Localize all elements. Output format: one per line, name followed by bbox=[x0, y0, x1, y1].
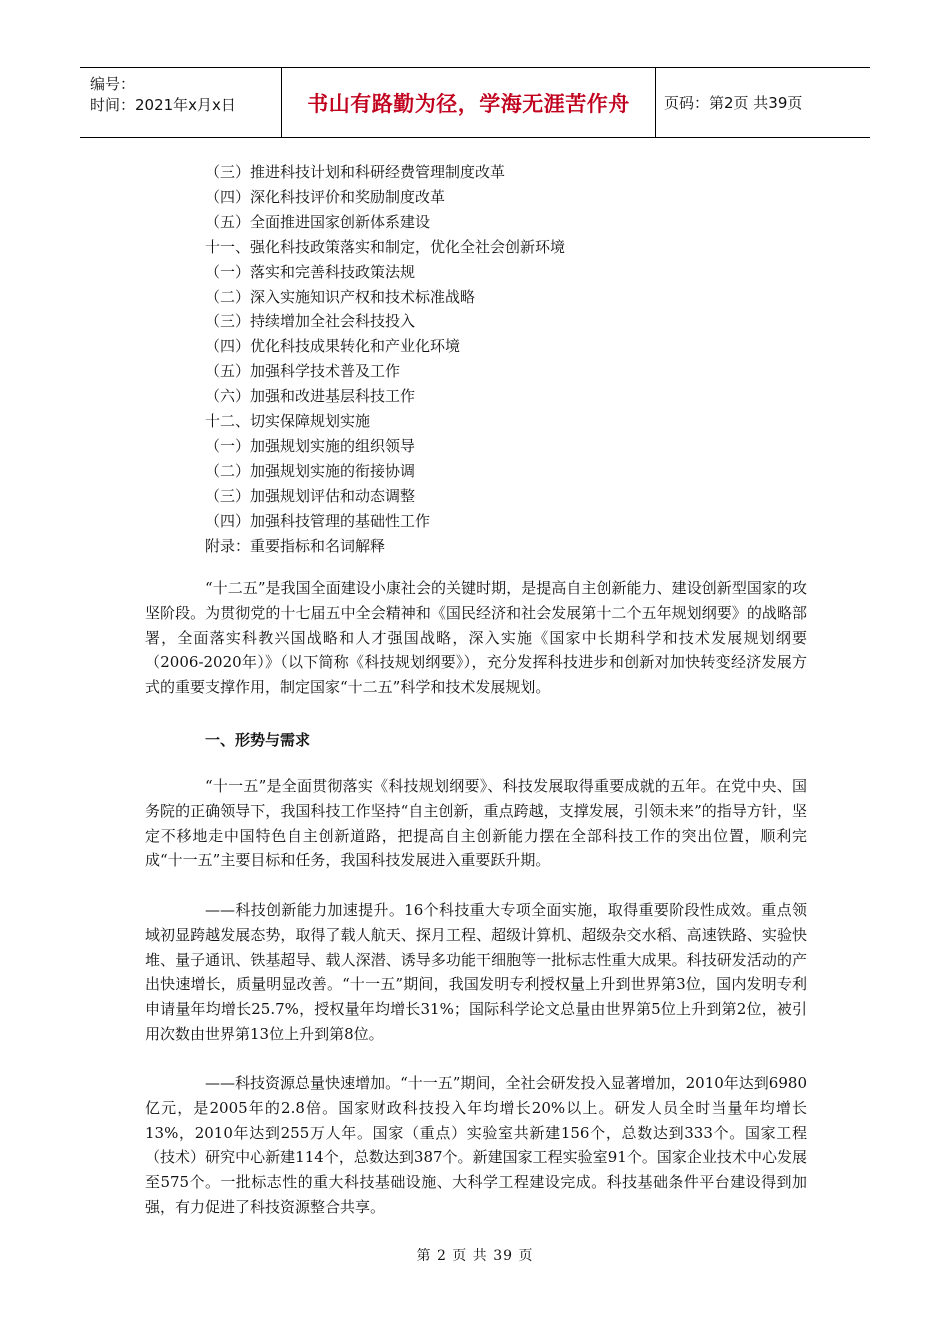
header-meta bbox=[80, 68, 282, 137]
document-date: 时间：2021年x月x日 bbox=[90, 96, 236, 114]
toc-item: （一）加强规划实施的组织领导 bbox=[205, 436, 416, 455]
toc-item: （四）深化科技评价和奖励制度改革 bbox=[205, 187, 446, 206]
body-paragraph: “十一五”是全面贯彻落实《科技规划纲要》、科技发展取得重要成就的五年。在党中央、国务院的正确领导下，我国科技工作坚持“自主创新，重点跨越，支撑发展，引领未来”的指导方针，坚定不移地走中国特色自主创新道路，把提高自主创新能力摆在全部科技工作的突出位置，顺利完成“十一五”主要目标和任务，我国科技发展进入重要跃升期。 bbox=[145, 777, 807, 870]
intro-paragraph: “十二五”是我国全面建设小康社会的关键时期，是提高自主创新能力、建设创新型国家的攻坚阶段。为贯彻党的十七届五中全会精神和《国民经济和社会发展第十二个五年规划纲要》的战略部署，全面落实科教兴国战略和人才强国战略，深入实施《国家中长期科学和技术发展规划纲要（2006-2020年）》（以下简称《科技规划纲要》），充分发挥科技进步和创新对加快转变经济发展方式的重要支撑作用，制定国家“十二五”科学和技术发展规划。 bbox=[145, 579, 807, 697]
toc-item: （四）加强科技管理的基础性工作 bbox=[205, 511, 431, 530]
toc-item: （三）推进科技计划和科研经费管理制度改革 bbox=[205, 163, 506, 181]
toc-item: （二）深入实施知识产权和技术标准战略 bbox=[205, 287, 476, 306]
toc-item: （五）全面推进国家创新体系建设 bbox=[205, 212, 431, 231]
toc-item: （三）持续增加全社会科技投入 bbox=[205, 312, 416, 331]
toc-item: （一）落实和完善科技政策法规 bbox=[205, 262, 416, 281]
toc-item: 十二、切实保障规划实施 bbox=[205, 412, 371, 431]
body-paragraph: ——科技创新能力加速提升。16个科技重大专项全面实施，取得重要阶段性成效。重点领域初显跨越发展态势，取得了载人航天、探月工程、超级计算机、超级杂交水稻、高速铁路、实验快堆、量子通讯、铁基超导、载人深潜、诱导多功能干细胞等一批标志性重大成果。科技研发活动的产出快速增长，质量明显改善。“十一五”期间，我国发明专利授权量上升到世界第3位，国内发明专利申请量年均增长25.7%，授权量年均增长31%；国际科学论文总量由世界第5位上升到第2位，被引用次数由世界第13位上升到第8位。 bbox=[145, 901, 807, 1043]
header-page-info: 页码：第2页 共39页 bbox=[664, 94, 803, 112]
header-motto: 书山有路勤为径，学海无涯苦作舟 bbox=[282, 68, 656, 137]
toc-item: 十一、强化科技政策落实和制定，优化全社会创新环境 bbox=[205, 237, 566, 256]
document-number: 编号： bbox=[90, 75, 136, 93]
toc-item: （二）加强规划实施的衔接协调 bbox=[205, 461, 416, 480]
toc-item: （六）加强和改进基层科技工作 bbox=[205, 387, 416, 406]
toc-item: 附录：重要指标和名词解释 bbox=[205, 536, 386, 555]
page-footer: 第 2 页 共 39 页 bbox=[416, 1248, 534, 1264]
section-heading: 一、形势与需求 bbox=[205, 731, 311, 749]
body-paragraph: ——科技资源总量快速增加。“十一五”期间，全社会研发投入显著增加，2010年达到6980亿元，是2005年的2.8倍。国家财政科技投入年均增长20%以上。研发人员全时当量年均增长13%，2010年达到255万人年。国家（重点）实验室共新建156个，总数达到333个。国家工程（技术）研究中心新建114个，总数达到387个。新建国家工程实验室91个。国家企业技术中心发展至575个。一批标志性的重大科技基础设施、大科学工程建设完成。科技基础条件平台建设得到加强，有力促进了科技资源整合共享。 bbox=[145, 1074, 807, 1216]
table-of-contents bbox=[205, 160, 805, 559]
toc-item: （五）加强科学技术普及工作 bbox=[205, 362, 401, 381]
page-header bbox=[80, 67, 870, 138]
toc-item: （四）优化科技成果转化和产业化环境 bbox=[205, 337, 461, 356]
toc-item: （三）加强规划评估和动态调整 bbox=[205, 486, 416, 505]
